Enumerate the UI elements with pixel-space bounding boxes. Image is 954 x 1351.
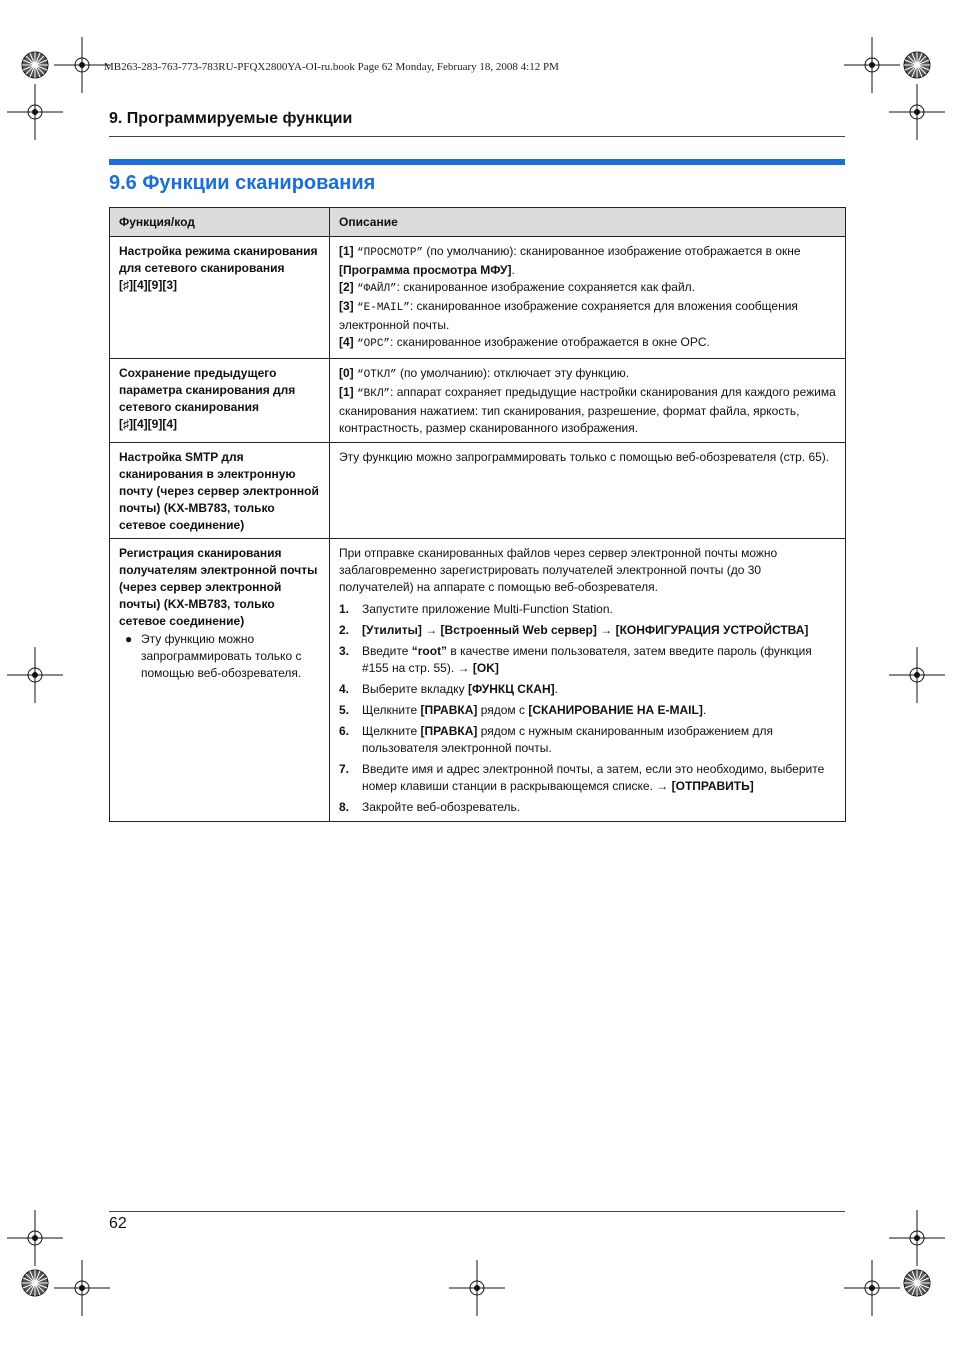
step-item: 3. Введите “root” в качестве имени пользователя, затем введите пароль (функция #155 на стр. 55). → [OK] (339, 644, 812, 675)
page-number: 62 (109, 1215, 127, 1232)
step-item: 5. Щелкните [ПРАВКА] рядом с [СКАНИРОВАНИЕ НА E-MAIL]. (339, 703, 707, 717)
section-title: 9. Программируемые функции (109, 110, 353, 127)
option-item: [2] “ФАЙЛ”: сканированное изображение сохраняется как файл. (339, 280, 695, 295)
option-item: [3] “E-MAIL”: сканированное изображение сохраняется для вложения сообщения электронной почты. (339, 299, 798, 332)
footer-rule (109, 1211, 845, 1212)
page-title: 9.6 Функции сканирования (109, 172, 376, 194)
description-cell (330, 443, 846, 539)
description-text: Эту функцию можно запрограммировать только с помощью веб-обозревателя (стр. 65). (339, 450, 830, 464)
description-cell (330, 539, 846, 822)
step-item: 1. Запустите приложение Multi-Function Station. (339, 602, 613, 616)
description-cell (330, 237, 846, 359)
arrow-icon: → (425, 623, 438, 637)
note-text: Эту функцию можно запрограммировать только с помощью веб-обозревателя. (141, 632, 302, 680)
arrow-icon: → (656, 779, 669, 793)
step-item: 4. Выберите вкладку [ФУНКЦ СКАН]. (339, 682, 558, 696)
function-cell (110, 237, 330, 359)
function-cell (110, 539, 330, 822)
step-item: 7. Введите имя и адрес электронной почты, а затем, если это необходимо, выберите номер клавиши станции в раскрывающемся списке. → [ОТПРАВИТЬ] (339, 762, 825, 793)
star-mark-bottom-right (904, 1270, 930, 1296)
function-cell (110, 443, 330, 539)
star-mark-top-left (22, 52, 48, 78)
step-item: 6. Щелкните [ПРАВКА] рядом с нужным сканированным изображением для пользователя электронной почты. (339, 724, 773, 755)
note-item (119, 631, 320, 682)
functions-table (109, 207, 846, 822)
steps-list (339, 601, 836, 816)
bullet-icon: ● (125, 632, 133, 646)
function-code: [♯][4][9][3] (119, 278, 177, 292)
option-item: [4] “OPC”: сканированное изображение отображается в окне OPC. (339, 335, 710, 350)
arrow-icon: → (600, 623, 613, 637)
step-item: 2. [Утилиты] → [Встроенный Web сервер] → [КОНФИГУРАЦИЯ УСТРОЙСТВА] (339, 623, 809, 637)
header-rule (109, 136, 845, 137)
description-cell (330, 359, 846, 443)
table-row (110, 237, 846, 359)
table-row (110, 443, 846, 539)
function-name: Настройка SMTP для сканирования в электронную почту (через сервер электронной почты) (KX-MB783, только сетевое соединение) (119, 450, 319, 532)
option-item: [0] “ОТКЛ” (по умолчанию): отключает эту функцию. (339, 366, 630, 381)
column-header-description: Описание (330, 208, 846, 237)
function-name: Регистрация сканирования получателям электронной почты (через сервер электронной почты) (KX-MB783, только сетевое соединение) (119, 546, 318, 628)
file-info-line: MB263-283-763-773-783RU-PFQX2800YA-OI-ru.book Page 62 Monday, February 18, 2008 4:12 PM (104, 61, 559, 73)
function-code: [♯][4][9][4] (119, 417, 177, 431)
star-mark-bottom-left (22, 1270, 48, 1296)
table-header-row (110, 208, 846, 237)
table-row (110, 359, 846, 443)
title-bar (109, 159, 845, 165)
step-item: 8. Закройте веб-обозреватель. (339, 800, 521, 814)
table-row (110, 539, 846, 822)
function-name: Сохранение предыдущего параметра сканирования для сетевого сканирования (119, 366, 296, 414)
column-header-function: Функция/код (110, 208, 330, 237)
function-name: Настройка режима сканирования для сетевого сканирования (119, 244, 318, 275)
option-item: [1] “ВКЛ”: аппарат сохраняет предыдущие настройки сканирования для каждого режима сканирования нажатием: тип сканирования, разрешение, формат файла, яркость, контрастность, размер сканированного изображения. (339, 385, 836, 435)
option-item: [1] “ПРОСМОТР” (по умолчанию): сканированное изображение отображается в окне [Программа просмотра МФУ]. (339, 244, 801, 277)
function-cell (110, 359, 330, 443)
star-mark-top-right (904, 52, 930, 78)
arrow-icon: → (457, 661, 470, 675)
intro-text: При отправке сканированных файлов через сервер электронной почты можно заблаговременно зарегистрировать получателей электронной почты (до 30 получателей) на аппарате с помощью веб-обозревателя. (339, 546, 778, 594)
